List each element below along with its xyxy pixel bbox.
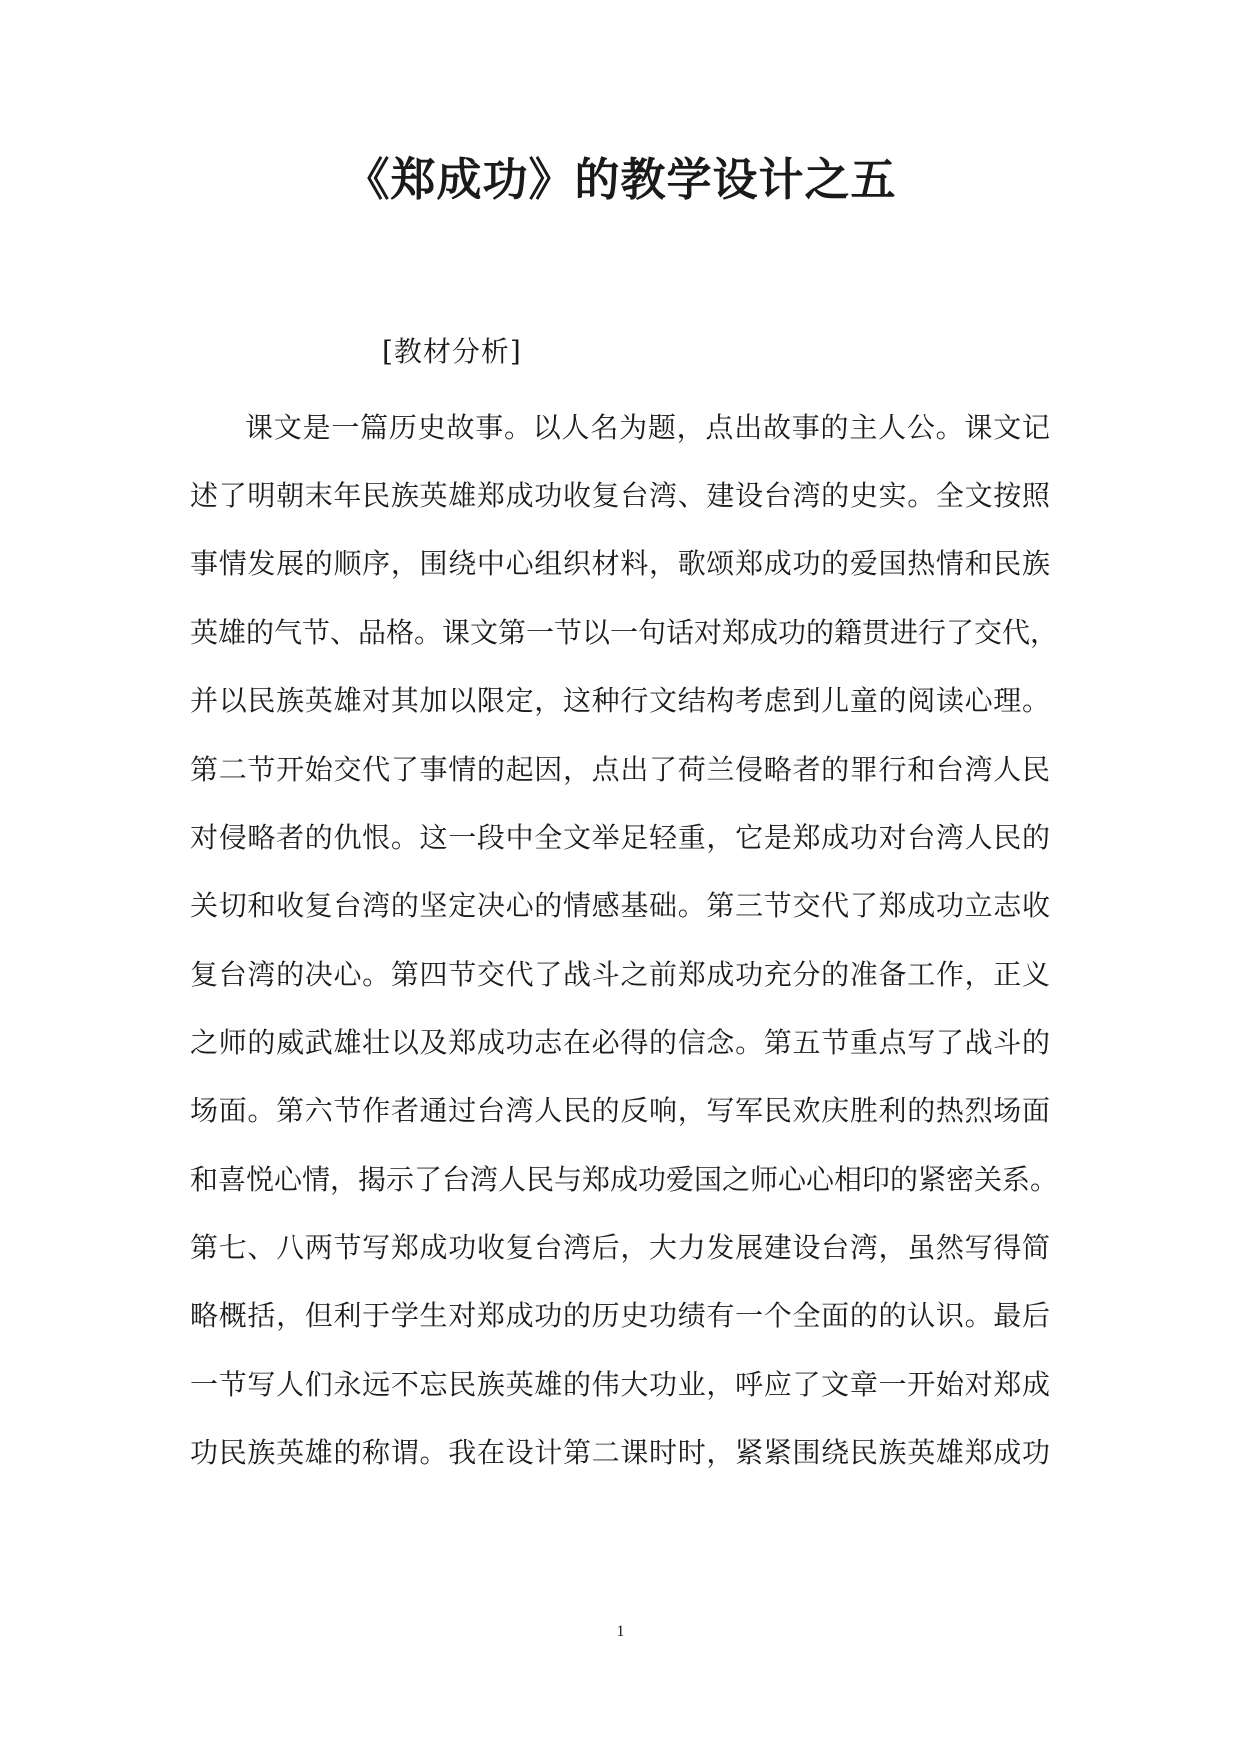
paragraph-line: 第七、八两节写郑成功收复台湾后，大力发展建设台湾，虽然写得简 [190, 1231, 1050, 1264]
paragraph-line: 并以民族英雄对其加以限定，这种行文结构考虑到儿童的阅读心理。 [190, 684, 1050, 717]
paragraph-line: 略概括，但利于学生对郑成功的历史功绩有一个全面的的认识。最后 [190, 1299, 1050, 1332]
paragraph-line: 英雄的气节、品格。课文第一节以一句话对郑成功的籍贯进行了交代， [190, 616, 1059, 649]
paragraph-line: 和喜悦心情，揭示了台湾人民与郑成功爱国之师心心相印的紧密关系。 [190, 1163, 1059, 1196]
paragraph-line: 复台湾的决心。第四节交代了战斗之前郑成功充分的准备工作，正义 [190, 958, 1050, 991]
paragraph-line: 一节写人们永远不忘民族英雄的伟大功业，呼应了文章一开始对郑成 [190, 1368, 1050, 1401]
paragraph-line: 功民族英雄的称谓。我在设计第二课时时，紧紧围绕民族英雄郑成功 [190, 1436, 1050, 1469]
section-heading: [教材分析] [382, 335, 522, 368]
page-title: 《郑成功》的教学设计之五 [344, 153, 897, 206]
paragraph-line: 述了明朝末年民族英雄郑成功收复台湾、建设台湾的史实。全文按照 [190, 479, 1050, 512]
paragraph-line: 之师的威武雄壮以及郑成功志在必得的信念。第五节重点写了战斗的 [190, 1026, 1050, 1059]
paragraph-line: 关切和收复台湾的坚定决心的情感基础。第三节交代了郑成功立志收 [190, 889, 1050, 922]
paragraph-line: 课文是一篇历史故事。以人名为题，点出故事的主人公。课文记 [245, 411, 1050, 444]
paragraph-line: 事情发展的顺序，围绕中心组织材料，歌颂郑成功的爱国热情和民族 [190, 547, 1050, 580]
paragraph-line: 对侵略者的仇恨。这一段中全文举足轻重，它是郑成功对台湾人民的 [190, 821, 1050, 854]
paragraph-line: 第二节开始交代了事情的起因，点出了荷兰侵略者的罪行和台湾人民 [190, 753, 1050, 786]
paragraph-line: 场面。第六节作者通过台湾人民的反响，写军民欢庆胜利的热烈场面 [190, 1094, 1050, 1127]
page-number: 1 [616, 1623, 625, 1640]
